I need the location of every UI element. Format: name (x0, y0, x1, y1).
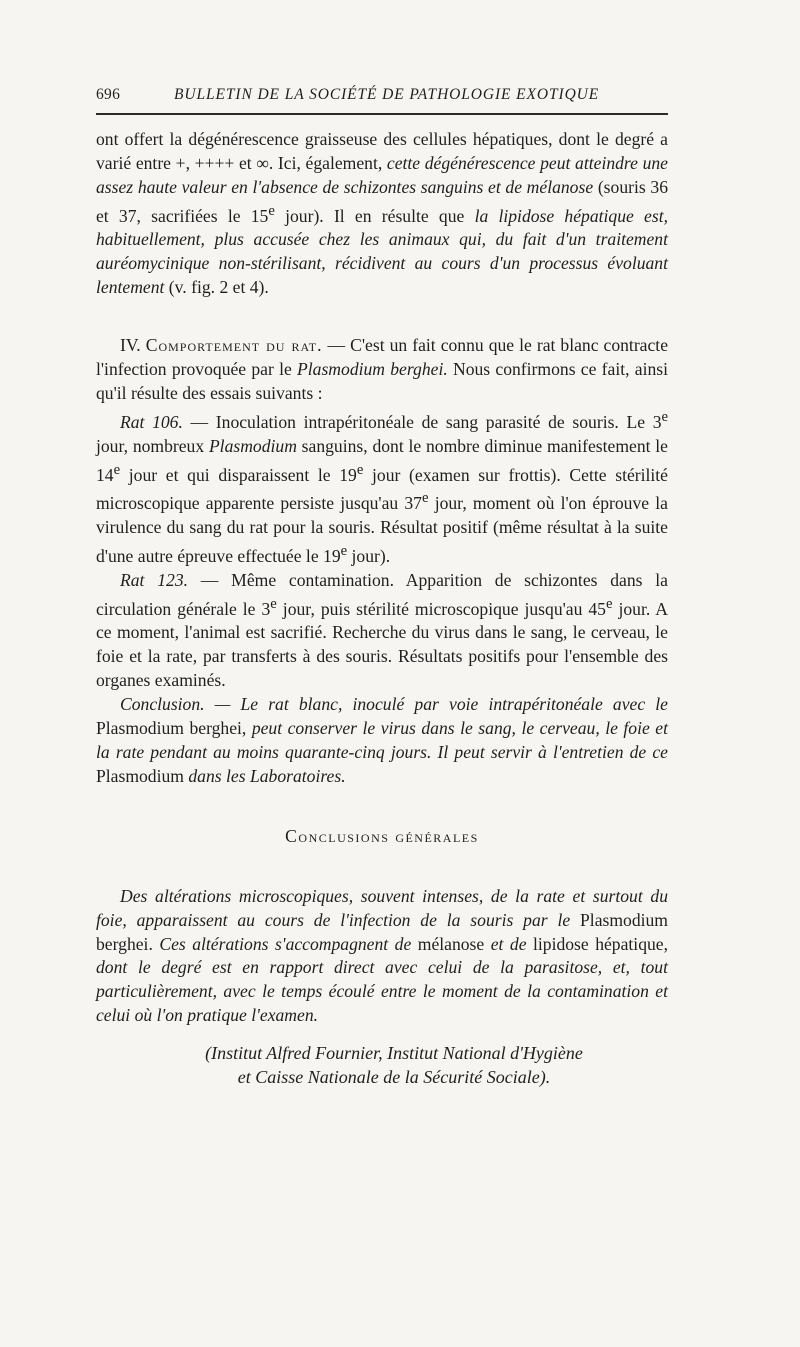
text-run: Nous confirmons ce fait, ainsi qu'il résulte des essais suivants : (96, 359, 668, 404)
superscript: e (661, 408, 669, 425)
text-run: jour. A ce moment, l'animal est sacrifié. Recherche du virus dans le sang, le cerveau, le foie et la rate, par transferts à des souris. Résultats positifs pour l'ensemble des organes examinés. (96, 598, 668, 691)
superscript: e (268, 202, 275, 219)
case-label: Rat 123. (120, 569, 189, 590)
text-run: jour). (347, 545, 391, 566)
text-run: — Inoculation intrapéritonéale de sang parasité de souris. Le 3 (182, 411, 662, 432)
section-number: IV. (120, 335, 146, 356)
italic-run: et de (484, 933, 533, 954)
superscript: e (340, 543, 348, 560)
article-body (96, 128, 668, 1090)
text-run: jour, nombreux (96, 435, 209, 456)
paragraph-rat-106 (96, 406, 668, 569)
affiliation-line-1: (Institut Alfred Fournier, Institut National d'Hygiène (205, 1043, 583, 1064)
text-run: mélanose (417, 933, 485, 954)
superscript: e (270, 595, 277, 612)
text-run: ont offert la dégénérescence graisseuse des cellules hépatiques, dont le degré a varié entre +, ++++ et ∞. Ici, également, (96, 129, 668, 173)
italic-run: Ces altérations s'accompagnent de (152, 933, 418, 954)
superscript: e (605, 595, 613, 612)
superscript: e (113, 461, 121, 478)
running-title: BULLETIN DE LA SOCIÉTÉ DE PATHOLOGIE EXOTIQUE (174, 86, 600, 103)
text-run: — Même contamination. Apparition de schizontes dans la circulation générale le 3 (96, 569, 668, 619)
section-heading: Conclusions générales (285, 825, 479, 846)
paragraph-rat-behavior (96, 334, 668, 406)
text-run: jour). Il en résulte que (274, 205, 475, 226)
text-run: (souris 36 et 37, sacrifiées le 15 (96, 176, 668, 226)
superscript: e (421, 490, 429, 507)
italic-run: peut conserver le virus dans le sang, le cerveau, le foie et la rate pendant au moins quarante-cinq jours. Il peut servir à l'entretien de ce (96, 718, 668, 762)
section-title: Comportement du rat. (145, 335, 323, 356)
text-run: lipidose hépatique, (533, 933, 668, 954)
paragraph-conclusion (96, 693, 668, 789)
italic-run: cette dégénérescence peut atteindre une assez haute valeur en l'absence de schizontes sanguins et de mélanose (96, 152, 668, 197)
text-run: Plasmodium berghei. (96, 909, 668, 954)
page-header (96, 84, 668, 110)
superscript: e (356, 461, 364, 478)
italic-run: dans les Laboratoires. (183, 765, 346, 786)
text-run: Plasmodium berghei, (96, 718, 247, 739)
italic-run: dont le degré est en rapport direct avec celui de la parasitose, et, tout particulièrement, avec le temps écoulé entre le moment de la contamination et celui où l'on pratique l'examen. (96, 957, 668, 1026)
paragraph-rat-123 (96, 569, 668, 693)
paragraph-lipidosis (96, 128, 668, 300)
italic-run: la lipidose hépatique est, habituellement, plus accusée chez les animaux qui, du fait d'un traitement auréomycinique non-stérilisant, récidivent au cours d'un processus évoluant lentement (96, 205, 668, 298)
paragraph-general-conclusions (96, 885, 668, 1028)
text-run: jour, moment où l'on éprouve la virulence du sang du rat pour la souris. Résultat positif (même résultat à la suite d'une autre épreuve effectuée le 19 (96, 493, 668, 566)
text-run: jour (examen sur frottis). Cette stérilité microscopique apparente persiste jusqu'au 37 (96, 464, 668, 514)
text-run: jour, puis stérilité microscopique jusqu'au 45 (276, 598, 606, 619)
italic-run: Conclusion. — Le rat blanc, inoculé par voie intrapéritonéale avec le (120, 694, 668, 715)
case-label: Rat 106. (120, 411, 183, 432)
text-run: Plasmodium (96, 765, 184, 786)
page-number: 696 (96, 86, 121, 103)
italic-run: Plasmodium berghei. (297, 359, 448, 380)
italic-run: Des altérations microscopiques, souvent intenses, de la rate et surtout du foie, apparaissent au cours de l'infection de la souris par le (96, 885, 668, 930)
header-rule (96, 113, 668, 115)
affiliation (96, 1042, 668, 1090)
text-run: sanguins, dont le nombre diminue manifestement le 14 (96, 435, 668, 485)
italic-run: Plasmodium (208, 435, 297, 456)
text-run: (v. fig. 2 et 4). (164, 277, 269, 298)
affiliation-line-2: et Caisse Nationale de la Sécurité Sociale). (237, 1067, 551, 1088)
text-run: — C'est un fait connu que le rat blanc contracte l'infection provoquée par le (96, 335, 668, 380)
text-run: jour et qui disparaissent le 19 (120, 464, 357, 485)
